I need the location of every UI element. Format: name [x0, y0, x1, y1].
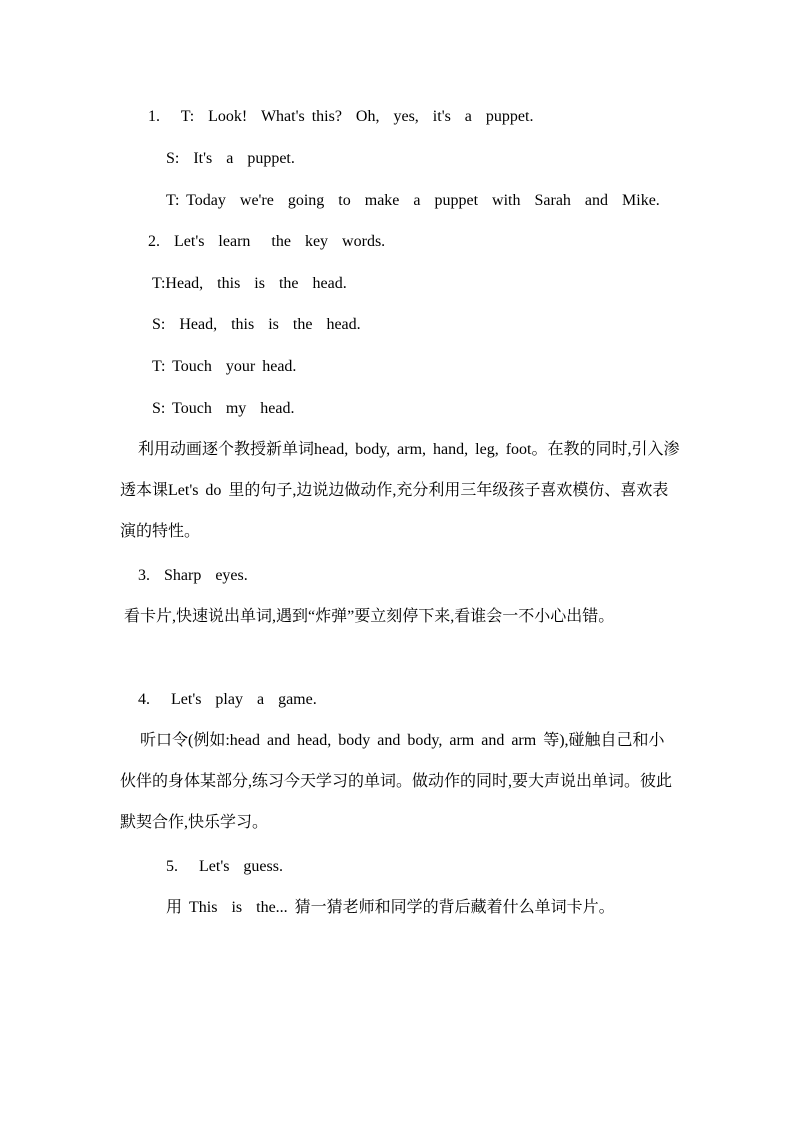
section-heading-3: 3. Sharp eyes.: [138, 567, 248, 584]
dialogue-line-7: S: Touch my head.: [152, 400, 295, 417]
paragraph-guess: 用 This is the... 猜一猜老师和同学的背后藏着什么单词卡片。: [166, 899, 615, 916]
section-heading-4: 4. Let's play a game.: [138, 691, 317, 708]
section-heading-2: 2. Let's learn the key words.: [148, 233, 386, 250]
paragraph-teaching-method: 利用动画逐个教授新单词head, body, arm, hand, leg, foot。在教的同时,引入渗透本课Let's do 里的句子,边说边做动作,充分利用三年级孩子喜欢模仿、喜欢表演的特性。: [120, 441, 680, 540]
section-heading-5: 5. Let's guess.: [166, 858, 283, 875]
dialogue-line-2: S: It's a puppet.: [166, 150, 295, 167]
dialogue-line-1: 1. T: Look! What's this? Oh, yes, it's a puppet.: [148, 108, 534, 125]
dialogue-line-6: T: Touch your head.: [152, 358, 297, 375]
dialogue-line-5: S: Head, this is the head.: [152, 316, 361, 333]
paragraph-sharp-eyes: 看卡片,快速说出单词,遇到“炸弹”要立刻停下来,看谁会一不小心出错。: [124, 608, 615, 625]
dialogue-line-3: T: Today we're going to make a puppet with Sarah and Mike.: [166, 192, 660, 209]
dialogue-line-4: T:Head, this is the head.: [152, 275, 347, 292]
paragraph-game: 听口令(例如:head and head, body and body, arm and arm 等),碰触自己和小伙伴的身体某部分,练习今天学习的单词。做动作的同时,要大声说出单词。彼此默契合作,快乐学习。: [120, 732, 673, 831]
